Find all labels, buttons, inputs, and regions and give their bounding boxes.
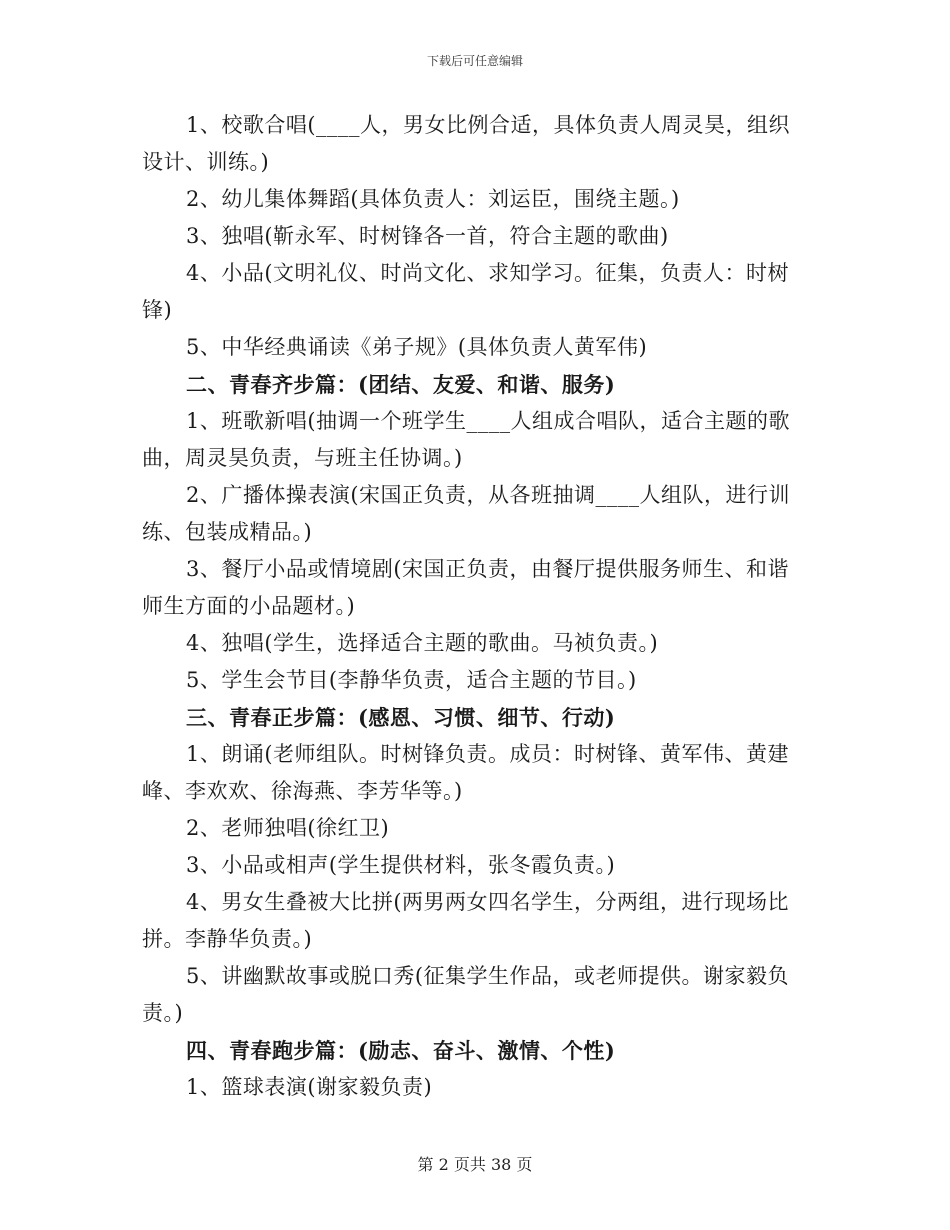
text-line: 1、班歌新唱(抽调一个班学生____人组成合唱队，适合主题的歌	[186, 409, 791, 433]
text-line: 责。)	[142, 1001, 184, 1025]
section-heading: 二、青春齐步篇：(团结、友爱、和谐、服务)	[186, 372, 616, 397]
text-line: 2、老师独唱(徐红卫)	[186, 816, 390, 840]
document-body	[142, 107, 798, 1106]
text-line: 1、篮球表演(谢家毅负责)	[186, 1075, 433, 1099]
section-heading: 四、青春跑步篇：(励志、奋斗、激情、个性)	[186, 1038, 616, 1063]
text-line: 3、餐厅小品或情境剧(宋国正负责，由餐厅提供服务师生、和谐	[186, 557, 790, 581]
text-line: 师生方面的小品题材。)	[142, 594, 356, 618]
text-line: 5、讲幽默故事或脱口秀(征集学生作品，或老师提供。谢家毅负	[186, 964, 790, 988]
text-line: 4、小品(文明礼仪、时尚文化、求知学习。征集，负责人：时树	[186, 261, 790, 285]
text-line: 5、学生会节目(李静华负责，适合主题的节目。)	[186, 668, 637, 692]
text-line: 4、男女生叠被大比拼(两男两女四名学生，分两组，进行现场比	[186, 890, 790, 914]
text-line: 2、广播体操表演(宋国正负责，从各班抽调____人组队，进行训	[186, 483, 791, 507]
section-heading: 三、青春正步篇：(感恩、习惯、细节、行动)	[186, 705, 616, 730]
text-line: 练、包装成精品。)	[142, 520, 313, 544]
text-line: 曲，周灵昊负责，与班主任协调。)	[142, 446, 463, 470]
page-footer: 第 2 页共 38 页	[417, 1155, 533, 1174]
page-header: 下载后可任意编辑	[426, 54, 523, 68]
text-line: 4、独唱(学生，选择适合主题的歌曲。马祯负责。)	[186, 631, 659, 655]
text-line: 3、独唱(靳永军、时树锋各一首，符合主题的歌曲)	[186, 224, 669, 248]
text-line: 锋)	[142, 298, 173, 322]
text-line: 3、小品或相声(学生提供材料，张冬霞负责。)	[186, 853, 616, 877]
text-line: 1、朗诵(老师组队。时树锋负责。成员：时树锋、黄军伟、黄建	[186, 742, 790, 766]
text-line: 5、中华经典诵读《弟子规》(具体负责人黄军伟)	[186, 335, 648, 359]
text-line: 设计、训练。)	[142, 150, 270, 174]
text-line: 2、幼儿集体舞蹈(具体负责人：刘运臣，围绕主题。)	[186, 187, 680, 211]
text-line: 1、校歌合唱(____人，男女比例合适，具体负责人周灵昊，组织	[186, 113, 791, 137]
text-line: 拼。李静华负责。)	[142, 927, 313, 951]
text-line: 峰、李欢欢、徐海燕、李芳华等。)	[142, 779, 463, 803]
